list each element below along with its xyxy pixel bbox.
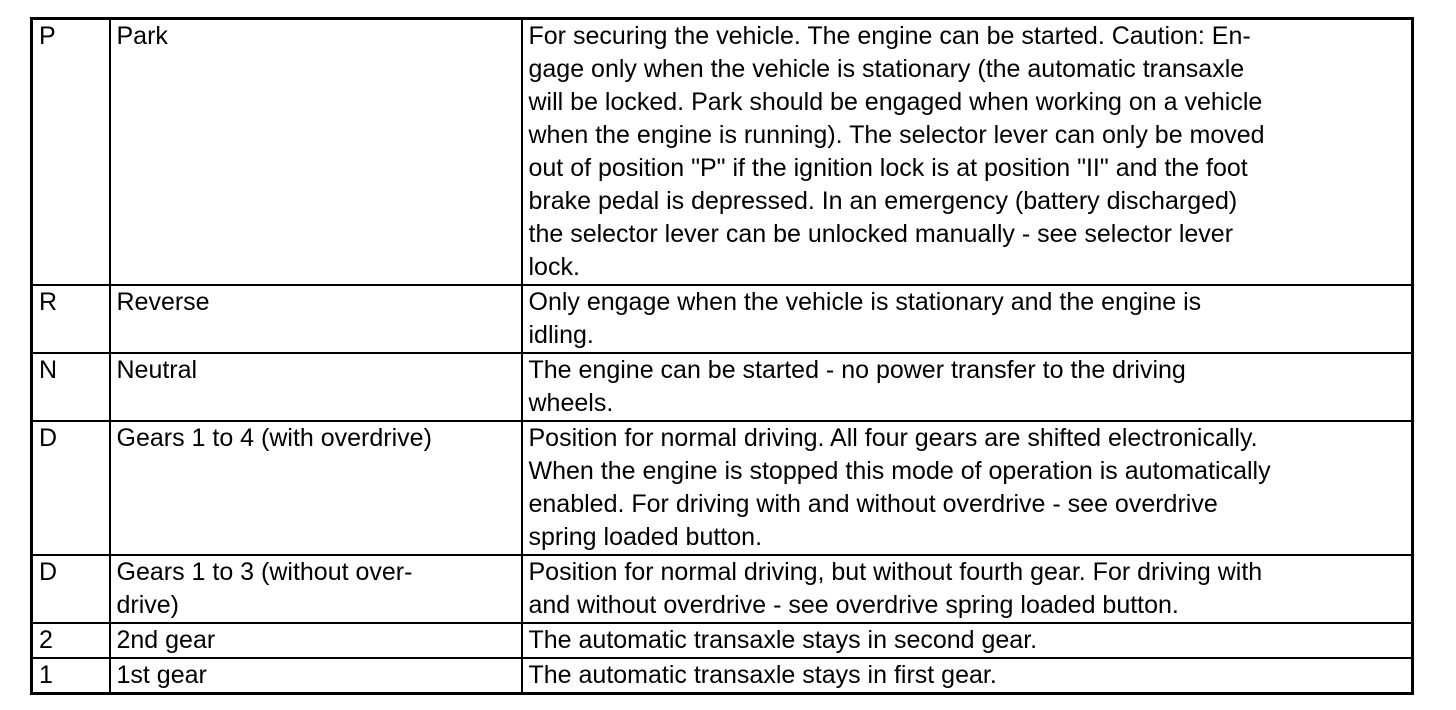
description-cell bbox=[522, 623, 1413, 658]
gear-name-cell: 2nd gear bbox=[110, 623, 522, 658]
description-line: The engine can be started - no power transfer to the driving bbox=[528, 356, 1186, 384]
description-cell bbox=[522, 555, 1413, 623]
table-row bbox=[32, 19, 1413, 286]
table-row bbox=[32, 421, 1413, 555]
description-line: wheels. bbox=[528, 389, 614, 417]
selector-position-cell: D bbox=[32, 421, 110, 555]
description-line: idling. bbox=[528, 321, 594, 349]
selector-position-cell: N bbox=[32, 353, 110, 421]
description-cell bbox=[522, 421, 1413, 555]
selector-position-cell: P bbox=[32, 19, 110, 286]
gear-name-line: drive) bbox=[116, 591, 180, 619]
gear-name-cell: Gears 1 to 4 (with overdrive) bbox=[110, 421, 522, 555]
gear-name-cell bbox=[110, 555, 522, 623]
table-row bbox=[32, 555, 1413, 623]
description-line: out of position "P" if the ignition lock is at position "II" and the foot bbox=[528, 154, 1248, 182]
description-line: the selector lever can be unlocked manually - see selector lever bbox=[528, 220, 1234, 248]
description-line: For securing the vehicle. The engine can be started. Caution: En- bbox=[528, 22, 1251, 50]
description-cell bbox=[522, 19, 1413, 286]
selector-position-cell: R bbox=[32, 285, 110, 353]
description-line: enabled. For driving with and without overdrive - see overdrive bbox=[528, 490, 1218, 518]
description-line: The automatic transaxle stays in second gear. bbox=[528, 626, 1038, 654]
description-cell bbox=[522, 285, 1413, 353]
description-line: Position for normal driving, but without fourth gear. For driving with bbox=[528, 558, 1263, 586]
gear-name-cell: 1st gear bbox=[110, 658, 522, 694]
description-line: spring loaded button. bbox=[528, 523, 763, 551]
description-line: will be locked. Park should be engaged when working on a vehicle bbox=[528, 88, 1263, 116]
description-cell bbox=[522, 353, 1413, 421]
gear-name-cell: Park bbox=[110, 19, 522, 286]
selector-position-cell: D bbox=[32, 555, 110, 623]
description-line: Only engage when the vehicle is stationary and the engine is bbox=[528, 288, 1202, 316]
description-cell bbox=[522, 658, 1413, 694]
description-line: gage only when the vehicle is stationary (the automatic transaxle bbox=[528, 55, 1245, 83]
table-row bbox=[32, 285, 1413, 353]
gear-name-line: Gears 1 to 3 (without over- bbox=[116, 558, 413, 586]
table-row bbox=[32, 353, 1413, 421]
gear-name-cell: Reverse bbox=[110, 285, 522, 353]
description-line: lock. bbox=[528, 253, 580, 281]
table-row bbox=[32, 623, 1413, 658]
gear-selector-table bbox=[30, 17, 1414, 695]
gear-name-cell: Neutral bbox=[110, 353, 522, 421]
table-row bbox=[32, 658, 1413, 694]
description-line: Position for normal driving. All four gears are shifted electronically. bbox=[528, 424, 1258, 452]
description-line: The automatic transaxle stays in first gear. bbox=[528, 661, 997, 689]
description-line: brake pedal is depressed. In an emergency (battery discharged) bbox=[528, 187, 1238, 215]
selector-position-cell: 1 bbox=[32, 658, 110, 694]
selector-position-cell: 2 bbox=[32, 623, 110, 658]
description-line: when the engine is running). The selector lever can only be moved bbox=[528, 121, 1265, 149]
description-line: and without overdrive - see overdrive spring loaded button. bbox=[528, 591, 1179, 619]
description-line: When the engine is stopped this mode of operation is automatically bbox=[528, 457, 1271, 485]
